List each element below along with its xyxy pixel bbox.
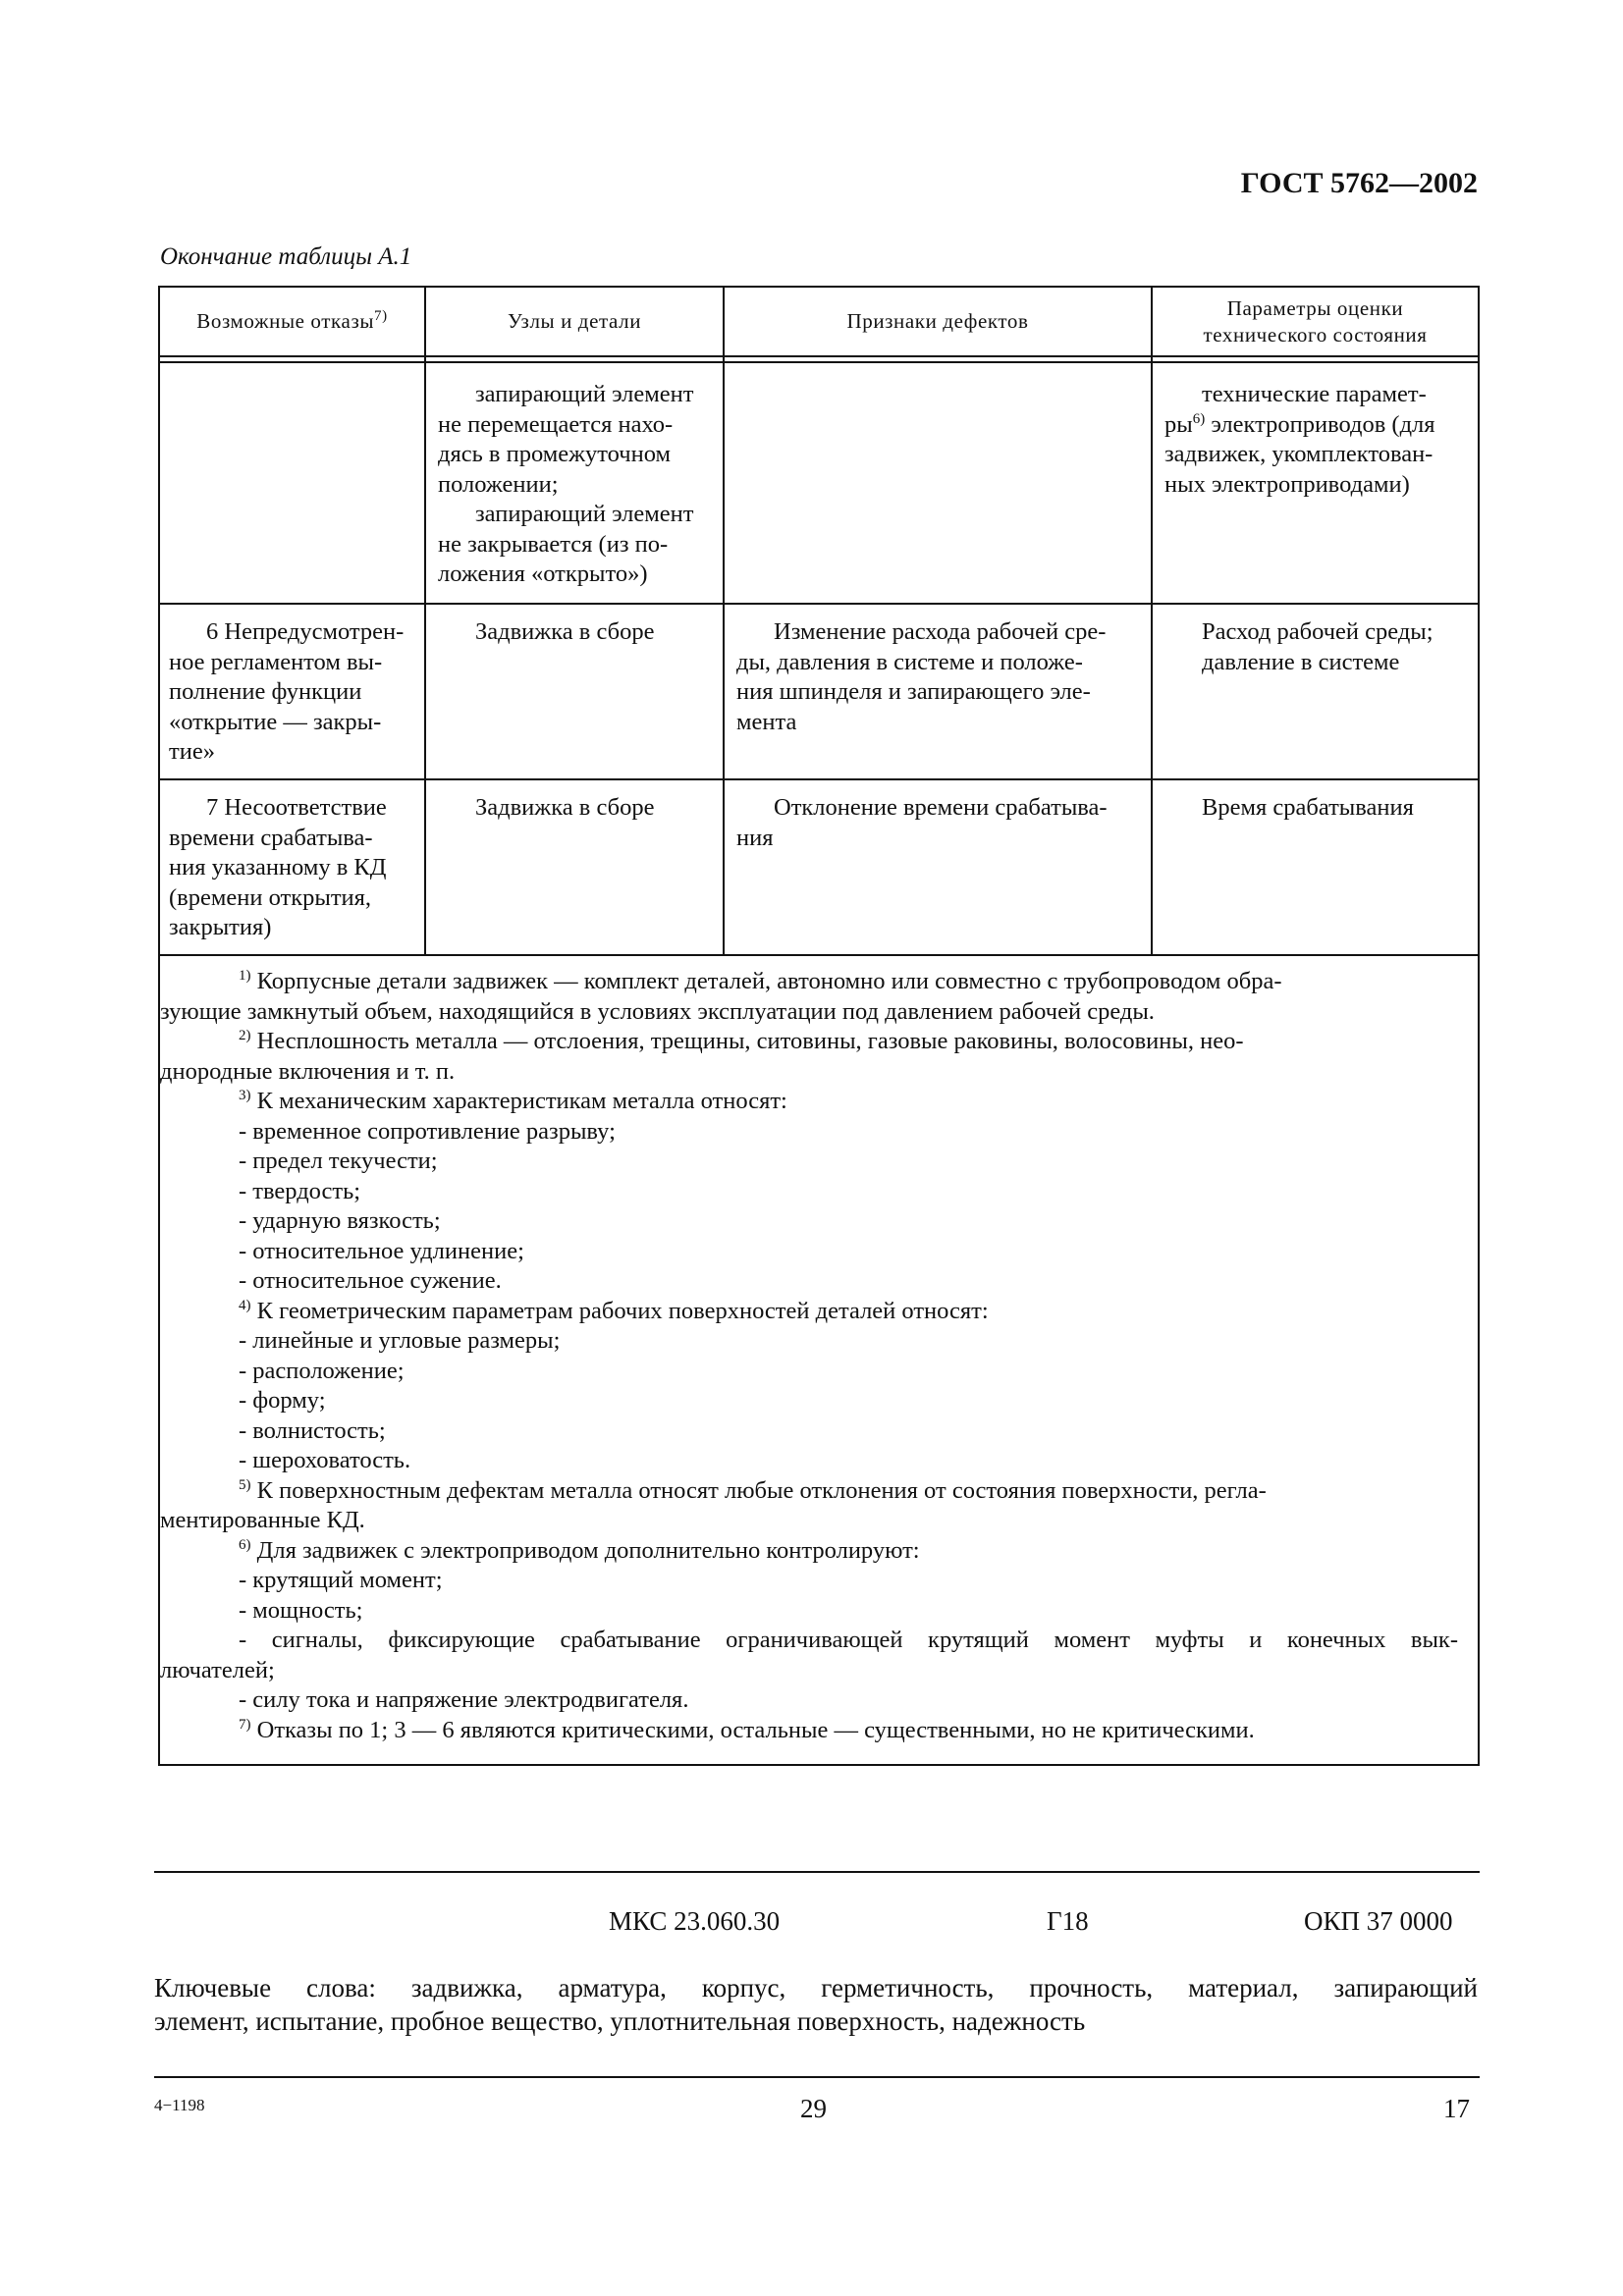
list-item: - твердость; xyxy=(239,1177,361,1204)
list-item: - относительное сужение. xyxy=(239,1267,502,1294)
header-possible-failures: Возможные отказы$^{7)}$ xyxy=(196,308,388,333)
row2-assessment-parameters: Расход рабочей среды; давление в системе xyxy=(1202,618,1434,675)
group-code: Г18 xyxy=(1047,1906,1089,1936)
footnote-2: $^{2)}$ Несплошность металла — отслоения, трещины, ситовины, газовые раковины, волосовины, нео- днородные включения и т. п. xyxy=(160,1027,1244,1085)
list-item: - крутящий момент; xyxy=(239,1567,443,1593)
header-defect-signs: Признаки дефектов xyxy=(846,309,1029,333)
footnote-6: $^{6)}$ Для задвижек с электроприводом дополнительно контролируют: - крутящий момент; - мощность; - сигналы, фиксирующие срабатывание ограничивающей крутящий момент муфты и конечных вык- лючателей; - силу тока и напряжение электродвигателя. xyxy=(160,1536,1458,1716)
row2-units-parts: Задвижка в сборе xyxy=(475,618,655,645)
column-divider-3 xyxy=(1151,286,1153,955)
row-divider-2 xyxy=(158,778,1480,780)
row-divider-1 xyxy=(158,603,1480,605)
divider-bottom xyxy=(154,2076,1480,2078)
list-item: - волнистость; xyxy=(239,1416,386,1444)
footnote-5: $^{5)}$ К поверхностным дефектам металла относят любые отклонения от состояния поверхности, регла- ментированные КД. xyxy=(160,1476,1267,1533)
page-number-center: 29 xyxy=(800,2094,827,2123)
row-divider-3 xyxy=(158,954,1480,956)
okp-code: ОКП 37 0000 xyxy=(1304,1906,1453,1936)
row3-defect-signs: Отклонение времени срабатыва- ния xyxy=(736,794,1108,851)
row3-units-parts: Задвижка в сборе xyxy=(475,794,655,821)
list-item: - шероховатость. xyxy=(239,1447,411,1473)
header-divider-1 xyxy=(158,355,1480,357)
page-number-right: 17 xyxy=(1443,2094,1470,2123)
list-item: - сигналы, фиксирующие срабатывание ограничивающей крутящий момент муфты и конечных вык- xyxy=(239,1627,1458,1653)
mks-code: МКС 23.060.30 xyxy=(609,1906,781,1936)
row2-possible-failure: 6 Непредусмотрен- ное регламентом вы- полнение функции «открытие — закры- тие» xyxy=(169,618,405,765)
header-units-parts: Узлы и детали xyxy=(507,309,642,333)
list-item: - относительное удлинение; xyxy=(239,1237,524,1264)
list-item: - расположение; xyxy=(239,1357,405,1384)
header-assessment-parameters: Параметры оценки технического состояния xyxy=(1203,295,1428,347)
divider-top xyxy=(154,1871,1480,1873)
document-code: ГОСТ 5762—2002 xyxy=(1240,167,1478,199)
list-item: - линейные и угловые размеры; xyxy=(239,1327,561,1354)
column-divider-2 xyxy=(723,286,725,955)
list-item: - силу тока и напряжение электродвигателя. xyxy=(239,1686,689,1713)
order-number: 4−1198 xyxy=(154,2096,205,2114)
table-caption: Окончание таблицы А.1 xyxy=(160,243,412,270)
header-divider-2 xyxy=(158,361,1480,363)
footnote-3: $^{3)}$ К механическим характеристикам металла относят: - временное сопротивление разрыву; - предел текучести; - твердость; - ударную вязкость; - относительное удлинение; - относительное сужение. xyxy=(160,1087,1458,1297)
row1-units-parts: запирающий элемент не перемещается нахо- дясь в промежуточном положении; запирающий элемент не закрывается (из по- ложения «открыто») xyxy=(438,381,694,587)
list-item: - временное сопротивление разрыву; xyxy=(239,1117,616,1145)
footnote-4: $^{4)}$ К геометрическим параметрам рабочих поверхностей деталей относят: - линейные и угловые размеры; - расположение; - форму; - волнистость; - шероховатость. xyxy=(160,1297,1458,1476)
row2-defect-signs: Изменение расхода рабочей сре- ды, давления в системе и положе- ния шпинделя и запирающего эле- мента xyxy=(736,618,1107,735)
keywords: Ключевые слова: задвижка, арматура, корпус, герметичность, прочность, материал, запирающий элемент, испытание, пробное вещество, уплотнительная поверхность, надежность xyxy=(154,1973,1478,2036)
column-divider-1 xyxy=(424,286,426,955)
list-item: - мощность; xyxy=(239,1596,363,1624)
row3-possible-failure: 7 Несоответствие времени срабатыва- ния указанному в КД (времени открытия, закрытия) xyxy=(169,794,387,940)
row3-assessment-parameters: Время срабатывания xyxy=(1202,794,1414,821)
list-item: лючателей; xyxy=(160,1656,275,1683)
list-item: - ударную вязкость; xyxy=(239,1207,441,1234)
footnote-1: $^{1)}$ Корпусные детали задвижек — комплект деталей, автономно или совместно с трубопроводом обра- зующие замкнутый объем, находящийся в условиях эксплуатации под давлением рабочей среды. xyxy=(160,967,1282,1025)
table-footnotes xyxy=(160,967,1458,1745)
row1-assessment-parameters: технические парамет- $ры^{6)}$ электроприводов (для задвижек, укомплектован- ных электроприводами) xyxy=(1164,381,1435,498)
footnote-7: $^{7)}$ Отказы по 1; 3 — 6 являются критическими, остальные — существенными, но не критическими. xyxy=(239,1716,1255,1743)
list-item: - предел текучести; xyxy=(239,1148,438,1174)
list-item: - форму; xyxy=(239,1387,326,1414)
